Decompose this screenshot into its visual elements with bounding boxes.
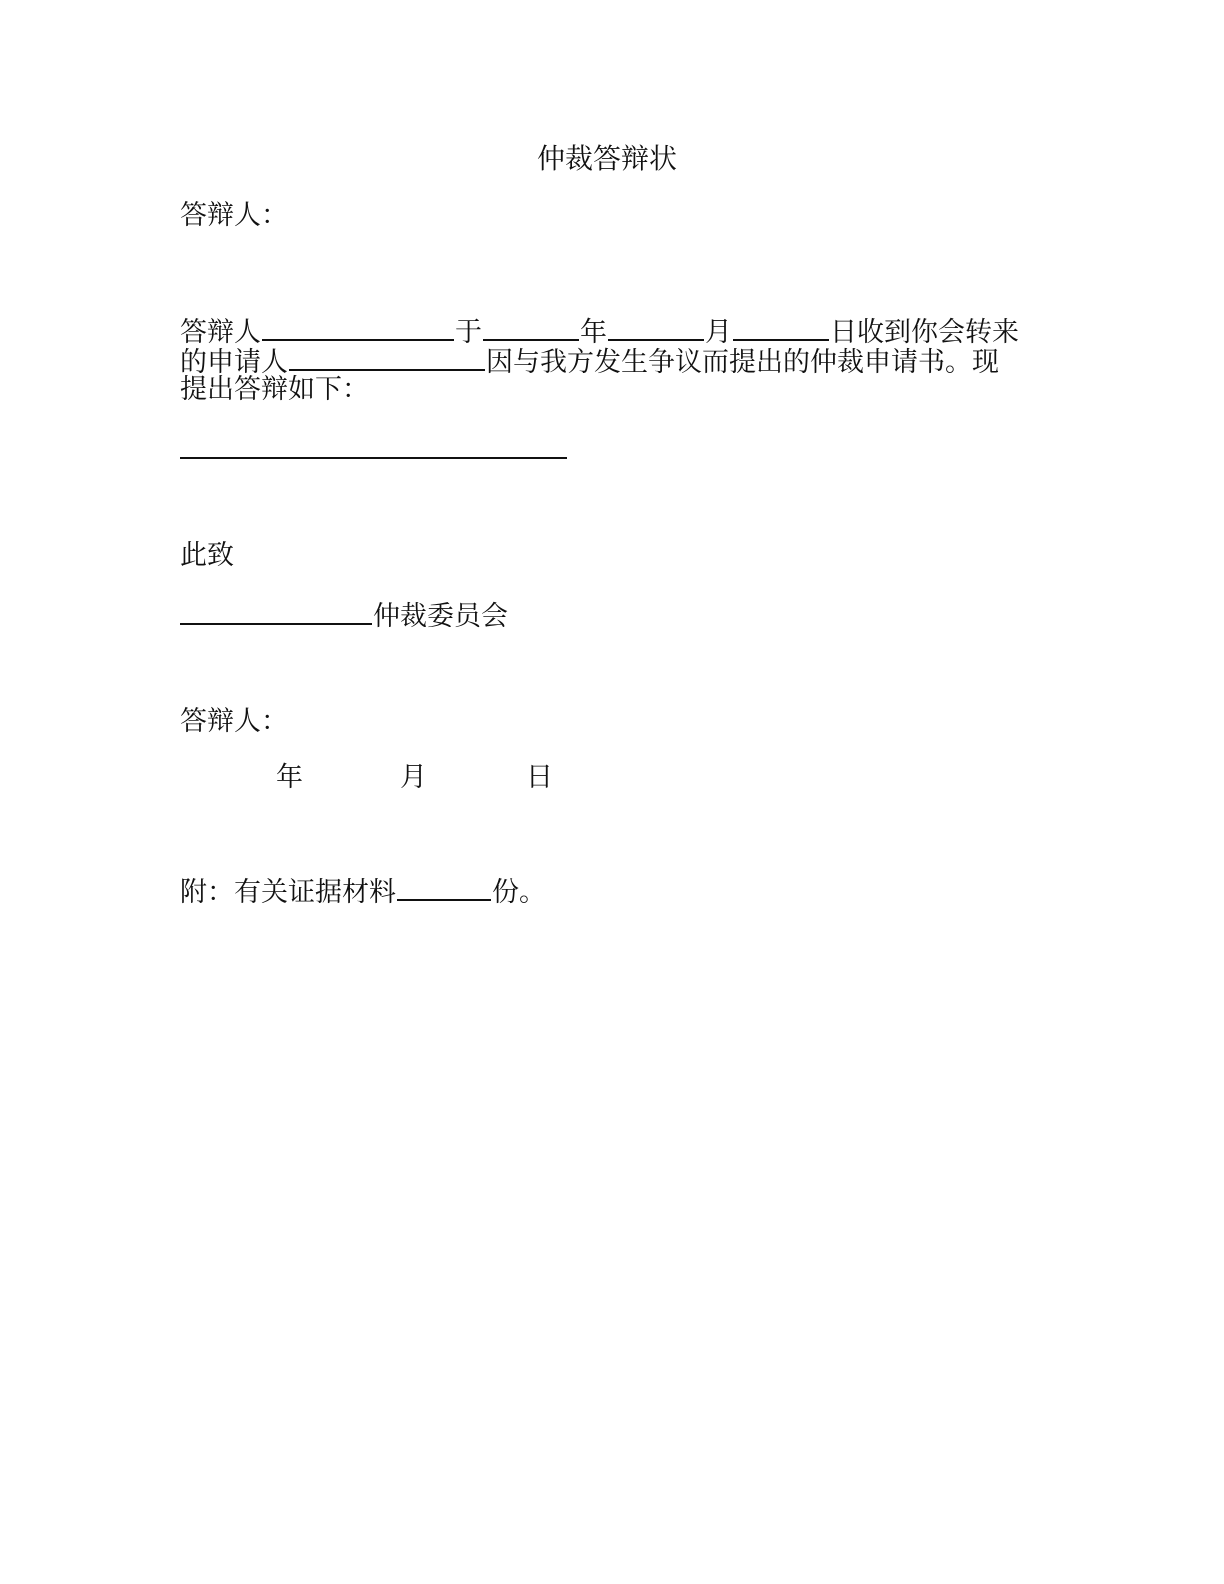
committee-name-blank[interactable]: [180, 596, 372, 625]
attachment-line: [180, 872, 546, 909]
body-year-text: 年: [580, 317, 607, 348]
received-day-blank[interactable]: [733, 312, 829, 341]
respondent-signature-label: 答辩人：: [180, 706, 288, 737]
body-applicant-text: 的申请人: [180, 347, 288, 378]
signature-day: 日: [526, 762, 553, 793]
received-month-blank[interactable]: [608, 312, 704, 341]
respondent-name-blank[interactable]: [262, 312, 454, 341]
applicant-name-blank[interactable]: [289, 342, 485, 371]
body-line-3: 提出答辩如下：: [180, 374, 369, 405]
body-yu-text: 于: [455, 317, 482, 348]
committee-suffix: 仲裁委员会: [373, 601, 508, 632]
defense-content-blank[interactable]: [180, 457, 567, 459]
signature-month: 月: [400, 762, 427, 793]
body-line-2-rest: 因与我方发生争议而提出的仲裁申请书。现: [486, 347, 999, 378]
respondent-label-top: 答辩人：: [180, 200, 288, 231]
signature-year: 年: [276, 762, 303, 793]
attachment-count-blank[interactable]: [397, 872, 491, 901]
salutation: 此致: [180, 540, 234, 571]
document-title: 仲裁答辩状: [536, 142, 677, 175]
body-respondent-text: 答辩人: [180, 317, 261, 348]
committee-line: [180, 596, 508, 633]
received-year-blank[interactable]: [483, 312, 579, 341]
body-line-1-rest: 日收到你会转来: [830, 317, 1019, 348]
attachment-suffix: 份。: [492, 877, 546, 908]
attachment-prefix: 附：有关证据材料: [180, 877, 396, 908]
body-month-text: 月: [705, 317, 732, 348]
